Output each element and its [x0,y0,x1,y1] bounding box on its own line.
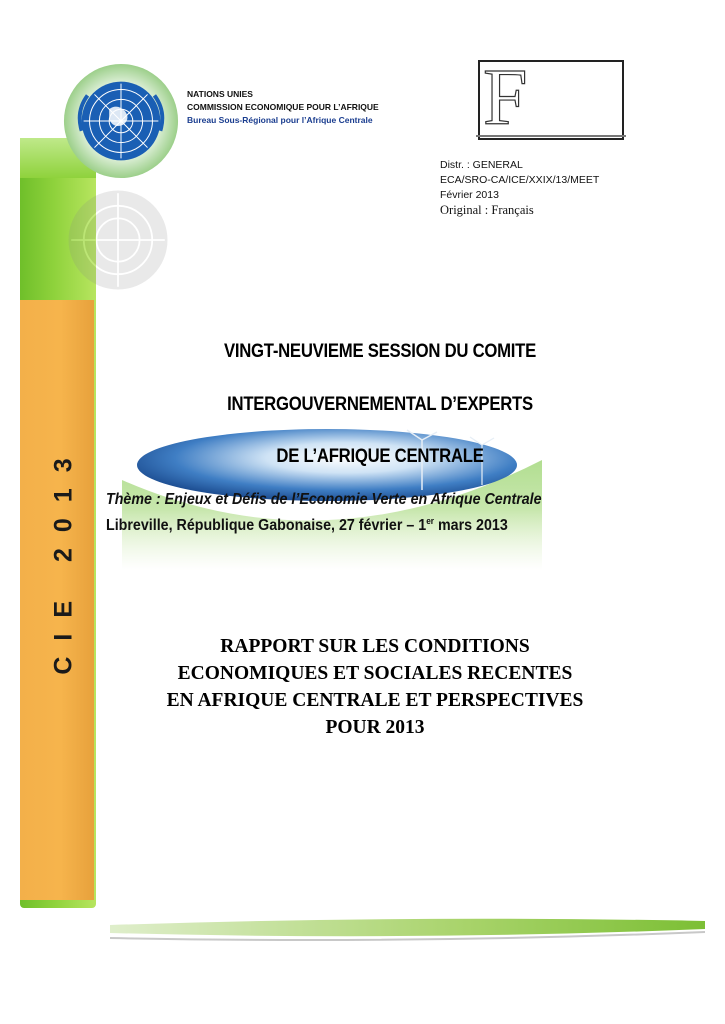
session-title-line-2: INTERGOUVERNEMENTAL D’EXPERTS [227,394,533,415]
bottom-green-band [110,915,705,943]
report-title-line-3: EN AFRIQUE CENTRALE ET PERSPECTIVES [166,690,584,711]
venue-superscript: er [426,516,435,526]
report-title-line-2: ECONOMIQUES ET SOCIALES RECENTES [177,663,573,684]
org-line-3: Bureau Sous-Régional pour l’Afrique Centrale [187,115,373,125]
venue-text-end: mars 2013 [434,517,508,535]
language-letter: F [483,54,528,142]
theme-line: Thème : Enjeux et Défis de l’Economie Verte en Afrique Centrale [106,491,542,508]
document-date: Février 2013 [440,189,499,201]
org-line-1: NATIONS UNIES [187,89,253,99]
session-title-line-3: DE L’AFRIQUE CENTRALE [276,446,484,467]
language-box-edge [622,60,624,138]
side-label: CIE 2013 [49,442,78,675]
report-title-line-1: RAPPORT SUR LES CONDITIONS [220,636,530,657]
original-language: Original : Français [440,203,534,217]
venue-line [106,516,508,535]
un-emblem-icon [62,62,180,180]
organization-header [187,88,379,127]
document-symbol: ECA/SRO-CA/ICE/XXIX/13/MEET [440,174,600,186]
session-title-line-1: VINGT-NEUVIEME SESSION DU COMITE [223,341,537,362]
venue-text: Libreville, République Gabonaise, 27 février – 1 [106,517,427,535]
un-emblem-watermark-icon [64,186,172,294]
distr-line: Distr. : GENERAL [440,159,523,171]
distribution-block [440,158,599,218]
report-title [102,633,648,741]
report-title-line-4: POUR 2013 [325,717,425,738]
org-line-2: COMMISSION ECONOMIQUE POUR L’AFRIQUE [187,102,379,112]
